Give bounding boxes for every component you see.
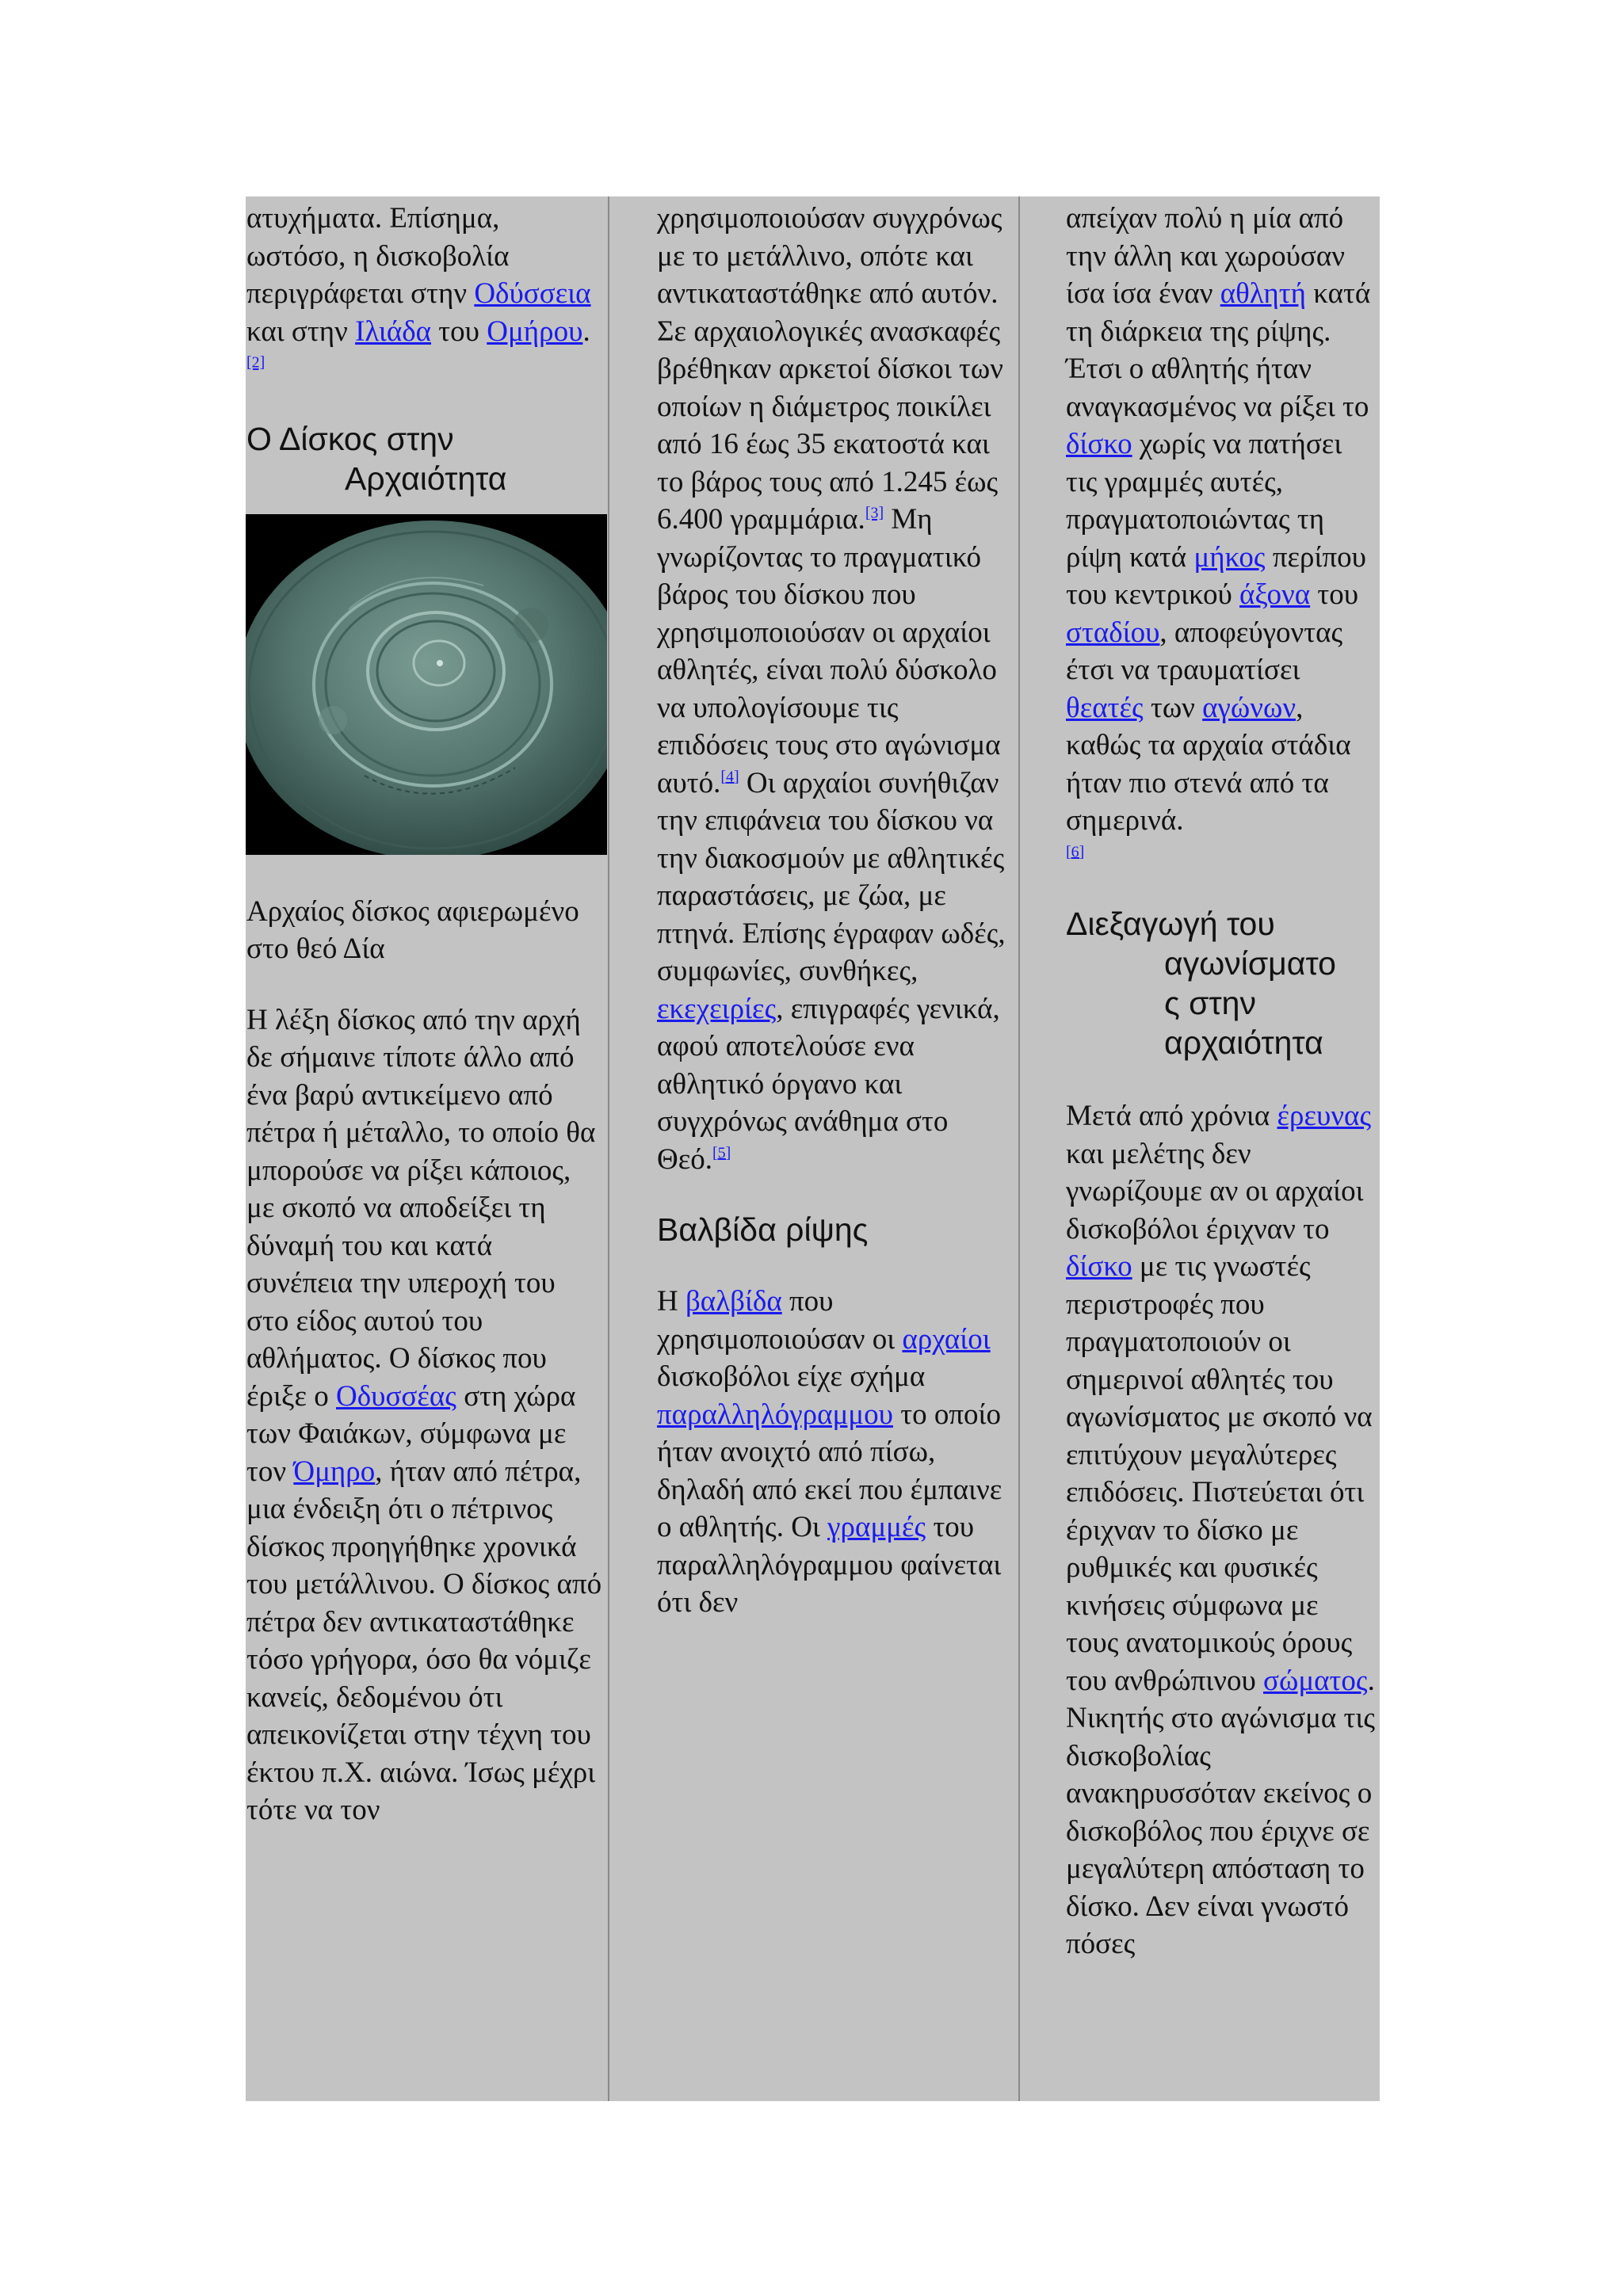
- link-odyssey[interactable]: Οδύσσεια: [474, 277, 591, 310]
- text: του: [1310, 578, 1359, 611]
- text: περίπου του κεντρικού: [1066, 540, 1366, 611]
- paragraph-valvida: [609, 1280, 1018, 1622]
- link-length[interactable]: μήκος: [1193, 540, 1266, 574]
- heading-line: ς στην: [1164, 985, 1256, 1021]
- text: , ήταν από πέτρα, μια ένδειξη ότι ο πέτρινος δίσκος προηγήθηκε χρονικά του μετάλλινου. Ο δίσκος από πέτρα δεν αντικαταστάθηκε τόσο γρήγορα, όσο θα νόμιζε κανείς, δεδομένου ότι απεικονίζεται στην τέχνη του έκτου π.Χ. αιώνα. Ίσως μέχρι τότε να τον: [246, 1455, 602, 1826]
- text: του παραλληλόγραμμου φαίνεται ότι δεν: [657, 1511, 1002, 1619]
- footnote-ref-3[interactable]: [3]: [865, 504, 884, 522]
- link-parallelogram[interactable]: παραλληλόγραμμου: [657, 1398, 893, 1431]
- link-spectators[interactable]: θεατές: [1066, 691, 1144, 724]
- footnote-ref-2[interactable]: [2]: [246, 353, 265, 372]
- link-body[interactable]: σώματος: [1263, 1664, 1368, 1697]
- link-truces[interactable]: εκεχειρίες: [657, 992, 777, 1025]
- article-column-1: [246, 196, 607, 2101]
- heading-line: Αρχαιότητα: [345, 460, 507, 497]
- paragraph-throwing-technique: [1020, 1094, 1380, 1963]
- text: ατυχήματα. Επίσημα, ωστόσο, η δισκοβολία περιγράφεται στην: [246, 202, 510, 310]
- heading-line: Διεξαγωγή του: [1066, 906, 1275, 942]
- heading-line: αρχαιότητα: [1164, 1024, 1323, 1061]
- text: χρησιμοποιούσαν συγχρόνως με το μετάλλινο, οπότε και αντικαταστάθηκε από αυτόν. Σε αρχαιολογικές ανασκαφές βρέθηκαν αρκετοί δίσκοι των οποίων η διάμετρος ποικίλει από 16 έως 35 εκατοστά και το βάρος τους από 1.245 έως 6.400 γραμμάρια.: [657, 202, 1004, 536]
- paragraph-disc-dimensions: [609, 196, 1018, 1178]
- link-homer-2[interactable]: Όμηρο: [293, 1455, 376, 1488]
- text: , καθώς τα αρχαία στάδια ήταν πιο στενά από τα σημερινά.: [1066, 691, 1351, 837]
- link-lines[interactable]: γραμμές: [827, 1511, 926, 1543]
- footnote-ref-4[interactable]: [4]: [720, 768, 739, 786]
- paragraph-throwing-rules: [1020, 196, 1380, 877]
- text: χωρίς να πατήσει τις γραμμές αυτές, πραγματοποιώντας τη ρίψη κατά: [1066, 428, 1342, 574]
- text: .: [582, 315, 590, 348]
- text: του: [431, 315, 487, 348]
- link-research[interactable]: έρευνας: [1277, 1100, 1372, 1132]
- link-disc[interactable]: δίσκο: [1066, 428, 1132, 460]
- text: Η λέξη δίσκος από την αρχή δε σήμαινε τίποτε άλλο από ένα βαρύ αντικείμενο από πέτρα ή μέταλλο, το οποίο θα μπορούσε να ρίξει κάποιος, με σκοπό να αποδείξει τη δύναμή του και κατά συνέπεια την υπεροχή του στο είδος αυτού του αθλήματος. Ο δίσκος που έριξε ο: [246, 1003, 596, 1413]
- link-homer[interactable]: Ομήρου: [487, 315, 583, 348]
- text: δισκοβόλοι είχε σχήμα: [657, 1360, 926, 1393]
- heading-line: αγωνίσματο: [1164, 945, 1336, 982]
- text: . Νικητής στο αγώνισμα τις δισκοβολίας ανακηρυσσόταν εκείνος ο δισκοβόλος που έριχνε σε μεγαλύτερη απόσταση το δίσκο. Δεν είναι γνωστό πόσες: [1066, 1664, 1376, 1960]
- link-valvida[interactable]: βαλβίδα: [685, 1285, 782, 1318]
- text: με τις γνωστές περιστροφές που πραγματοποιούν οι σημερινοί αθλητές του αγωνίσματος με σκοπό να επιτύχουν μεγαλύτερες επιδόσεις. Πιστεύεται ότι έριχναν το δίσκο με ρυθμικές και φυσικές κινήσεις σύμφωνα με τους ανατομικούς όρους του ανθρώπινου: [1066, 1250, 1373, 1697]
- paragraph-disc-word: [246, 998, 607, 1829]
- article-column-2: [608, 196, 1018, 2101]
- link-disc-2[interactable]: δίσκο: [1066, 1250, 1132, 1283]
- link-stadium[interactable]: σταδίου: [1066, 616, 1160, 649]
- link-odysseus[interactable]: Οδυσσέας: [336, 1379, 456, 1413]
- link-games[interactable]: αγώνων: [1202, 691, 1296, 724]
- text: που χρησιμοποιούσαν οι: [657, 1285, 903, 1356]
- link-athlete[interactable]: αθλητή: [1220, 277, 1306, 310]
- link-ancients[interactable]: αρχαίοι: [902, 1322, 991, 1356]
- text: απείχαν πολύ η μία από την άλλη και χωρούσαν ίσα ίσα έναν: [1066, 202, 1345, 310]
- section-heading-disc-in-antiquity: [246, 419, 607, 498]
- text: κατά τη διάρκεια της ρίψης. Έτσι ο αθλητής ήταν αναγκασμένος να ρίξει το: [1066, 277, 1371, 423]
- text: και στην: [246, 315, 356, 348]
- link-iliad[interactable]: Ιλιάδα: [355, 315, 432, 348]
- text: Μετά από χρόνια: [1066, 1100, 1277, 1132]
- text: Η: [657, 1285, 685, 1318]
- text: στη χώρα των Φαιάκων, σύμφωνα με τον: [246, 1379, 576, 1488]
- text: , αποφεύγοντας έτσι να τραυματίσει: [1066, 616, 1343, 686]
- image-caption: Αρχαίος δίσκος αφιερωμένο στο θεό Δία: [246, 894, 579, 965]
- text: Οι αρχαίοι συνήθιζαν την επιφάνεια του δίσκου να την διακοσμούν με αθλητικές παραστάσεις, με ζώα, με πτηνά. Επίσης έγραφαν ωδές, συμφωνίες, συνθήκες,: [657, 766, 1006, 987]
- heading-line: Ο Δίσκος στην: [246, 420, 454, 457]
- footnote-ref-5[interactable]: [5]: [712, 1144, 731, 1162]
- section-heading-throwing-line: Βαλβίδα ρίψης: [657, 1211, 869, 1248]
- text: το οποίο ήταν ανοιχτό από πίσω, δηλαδή από εκεί που έμπαινε ο αθλητής. Οι: [657, 1398, 1002, 1543]
- link-axis[interactable]: άξονα: [1239, 578, 1311, 611]
- section-heading-conduct-in-antiquity: [1020, 904, 1380, 1062]
- paragraph-odyssey-iliad: [246, 196, 607, 388]
- ancient-disc-photo: [246, 514, 607, 855]
- article-column-3: [1018, 196, 1380, 2101]
- text: και μελέτης δεν γνωρίζουμε αν οι αρχαίοι δισκοβόλοι έριχναν το: [1066, 1137, 1364, 1245]
- text: , επιγραφές γενικά, αφού αποτελούσε ενα αθλητικό όργανο και συγχρόνως ανάθημα στο Θεό.: [657, 992, 1000, 1176]
- footnote-ref-6[interactable]: [6]: [1066, 843, 1085, 861]
- text: Μη γνωρίζοντας το πραγματικό βάρος του δίσκου που χρησιμοποιούσαν οι αρχαίοι αθλητές, είναι πολύ δύσκολο να υπολογίσουμε τις επιδόσεις τους στο αγώνισμα αυτό.: [657, 503, 1001, 799]
- text: των: [1143, 691, 1203, 724]
- bronze-disc-image: [246, 514, 607, 855]
